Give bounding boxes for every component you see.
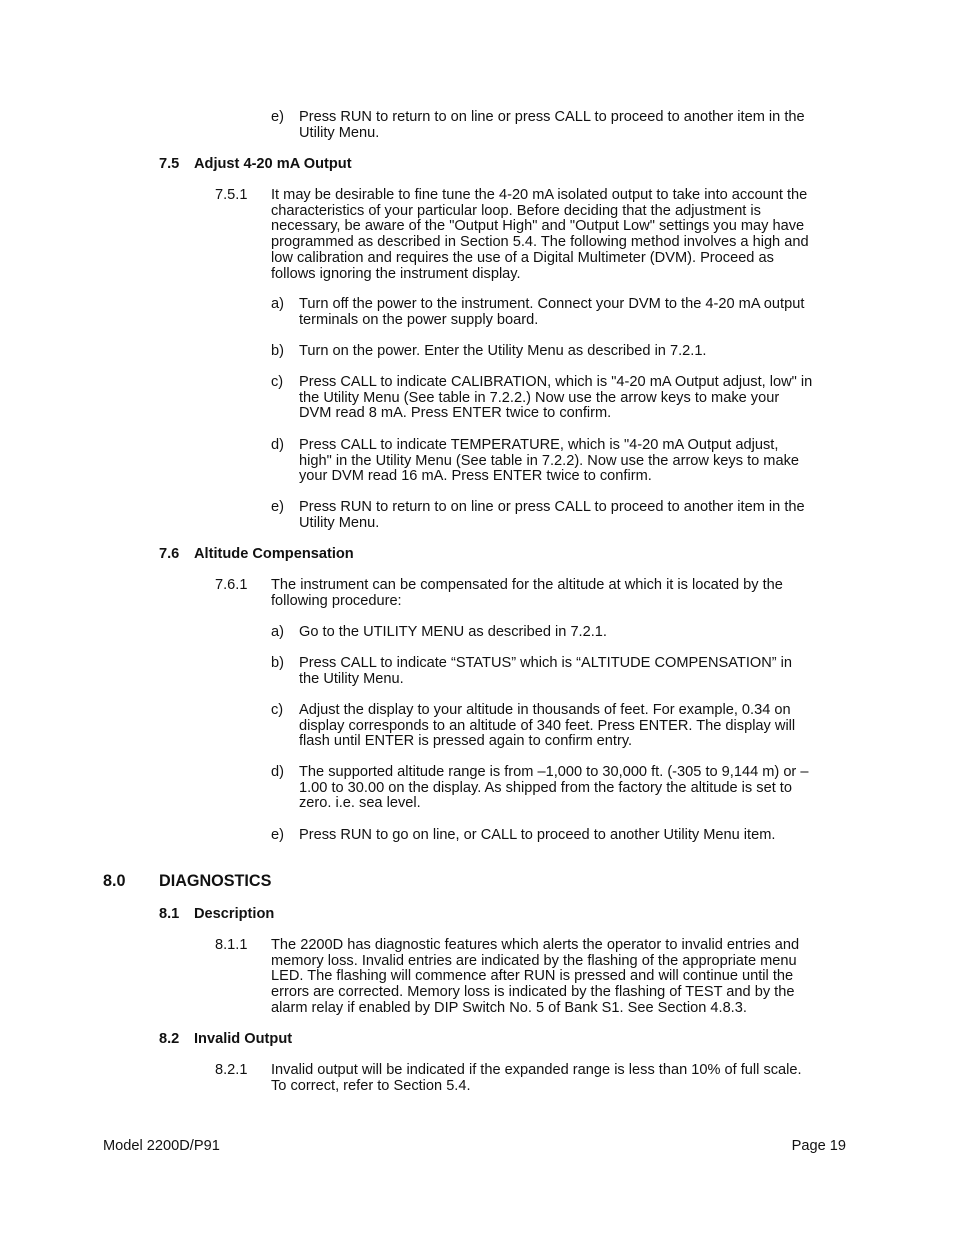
step-text: Adjust the display to your altitude in thousands of feet. For example, 0.34 on display corresponds to an altitude of 340 feet. Press ENTER. The display will flash until ENTER is pressed again to confirm entry.	[299, 702, 796, 750]
section-number: 7.5	[159, 156, 180, 172]
step-label: c)	[271, 374, 284, 390]
step-label: b)	[271, 655, 284, 671]
chapter-number: 8.0	[103, 872, 126, 890]
paragraph-text: It may be desirable to fine tune the 4-20 mA isolated output to take into account the characteristics of your particular loop. Before deciding that the adjustment is necessary, be aware of the "Output High" and "Output Low" settings you may have programmed as described in Section 5.4. The following method involves a high and low calibration and requires the use of a Digital Multimeter (DVM). Proceed as follows ignoring the instrument display.	[271, 187, 809, 282]
step-text: Press RUN to go on line, or CALL to proceed to another Utility Menu item.	[299, 827, 776, 843]
paragraph-text: The instrument can be compensated for the altitude at which it is located by the following procedure:	[271, 577, 783, 609]
step-text: Press RUN to return to on line or press CALL to proceed to another item in the Utility Menu.	[299, 109, 805, 141]
section-number: 8.2	[159, 1031, 180, 1047]
step-label: d)	[271, 437, 284, 453]
step-text: Press CALL to indicate CALIBRATION, which is "4-20 mA Output adjust, low" in the Utility Menu (See table in 7.2.2.) Now use the arrow keys to make your DVM read 8 mA. Press ENTER twice to confirm.	[299, 374, 813, 422]
step-text: Press CALL to indicate TEMPERATURE, which is "4-20 mA Output adjust, high" in the Utility Menu (See table in 7.2.2). Now use the arrow keys to make your DVM read 16 mA. Press ENTER twice to confirm.	[299, 437, 799, 485]
step-label: e)	[271, 499, 284, 515]
chapter-title: DIAGNOSTICS	[159, 872, 272, 890]
step-label: e)	[271, 827, 284, 843]
step-text: Press CALL to indicate “STATUS” which is “ALTITUDE COMPENSATION” in the Utility Menu.	[299, 655, 793, 687]
section-title: Description	[194, 906, 275, 922]
paragraph-number: 7.5.1	[215, 187, 248, 203]
step-label: c)	[271, 702, 284, 718]
step-text: Press RUN to return to on line or press CALL to proceed to another item in the Utility Menu.	[299, 499, 805, 531]
step-text: Go to the UTILITY MENU as described in 7.2.1.	[299, 624, 607, 640]
paragraph-text: The 2200D has diagnostic features which alerts the operator to invalid entries and memory loss. Invalid entries are indicated by the flashing of the appropriate menu LED. The flashing will commence after RUN is pressed and will continue until the errors are corrected. Memory loss is indicated by the flashing of TEST and by the alarm relay if enabled by DIP Switch No. 5 of Bank S1. See Section 4.8.3.	[271, 937, 800, 1016]
section-title: Invalid Output	[194, 1031, 293, 1047]
footer-model: Model 2200D/P91	[103, 1138, 220, 1154]
section-title: Adjust 4-20 mA Output	[194, 156, 352, 172]
footer-page-number: Page 19	[791, 1138, 846, 1154]
section-title: Altitude Compensation	[194, 546, 354, 562]
paragraph-number: 8.2.1	[215, 1062, 248, 1078]
step-label: e)	[271, 109, 284, 125]
step-text: The supported altitude range is from –1,000 to 30,000 ft. (-305 to 9,144 m) or – 1.00 to 30.00 on the display. As shipped from the factory the altitude is set to zero. i.e. sea level.	[299, 764, 809, 812]
paragraph-text: Invalid output will be indicated if the expanded range is less than 10% of full scale. To correct, refer to Section 5.4.	[271, 1062, 802, 1094]
step-text: Turn off the power to the instrument. Connect your DVM to the 4-20 mA output terminals on the power supply board.	[299, 296, 805, 328]
step-label: a)	[271, 624, 284, 640]
step-label: d)	[271, 764, 284, 780]
paragraph-number: 8.1.1	[215, 937, 248, 953]
paragraph-number: 7.6.1	[215, 577, 248, 593]
step-label: a)	[271, 296, 284, 312]
section-number: 8.1	[159, 906, 180, 922]
step-text: Turn on the power. Enter the Utility Menu as described in 7.2.1.	[299, 343, 707, 359]
step-label: b)	[271, 343, 284, 359]
section-number: 7.6	[159, 546, 180, 562]
